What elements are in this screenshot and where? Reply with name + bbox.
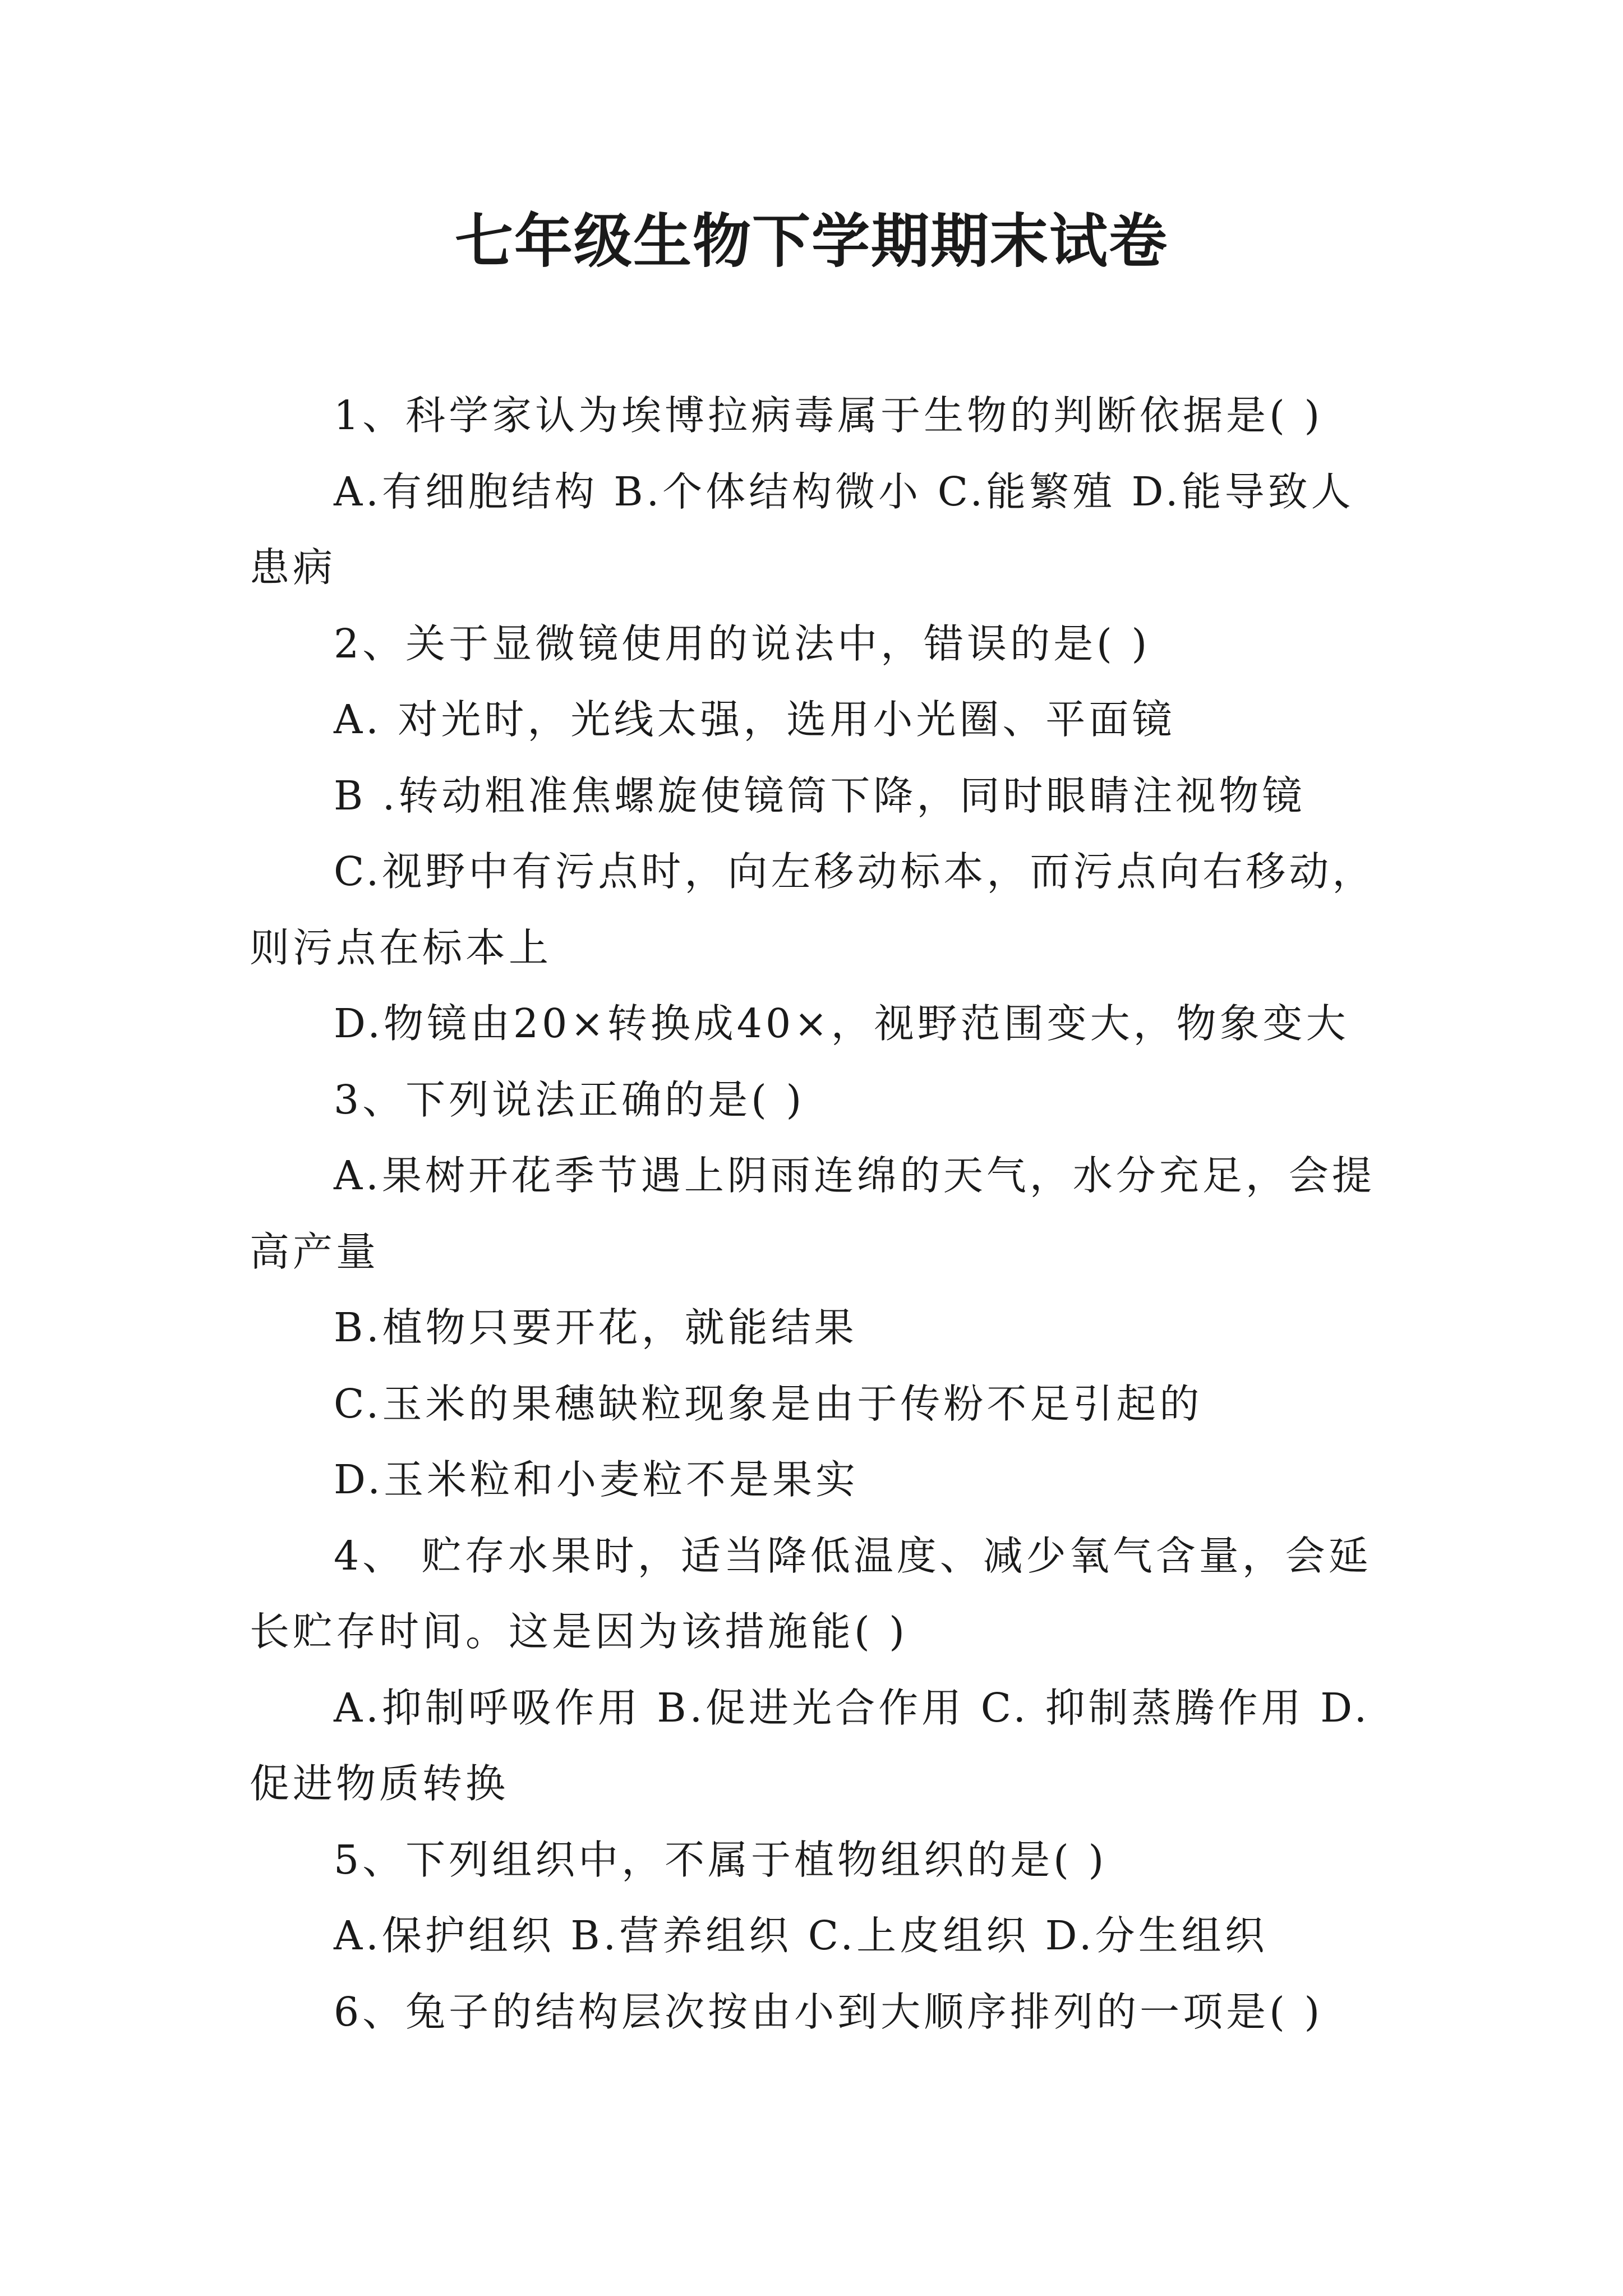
question-1-options-cont: 患病 bbox=[250, 544, 336, 591]
question-4-stem: 4、 贮存水果时，适当降低温度、减少氧气含量，会延 bbox=[334, 1532, 1372, 1579]
question-2-option-a: A. 对光时，光线太强，选用小光圈、平面镜 bbox=[334, 696, 1175, 743]
question-3-option-c: C.玉米的果穗缺粒现象是由于传粉不足引起的 bbox=[334, 1380, 1203, 1427]
question-3-option-d: D.玉米粒和小麦粒不是果实 bbox=[334, 1456, 859, 1503]
question-2-stem: 2、关于显微镜使用的说法中，错误的是( ) bbox=[334, 620, 1151, 667]
question-4-options: A.抑制呼吸作用 B.促进光合作用 C. 抑制蒸腾作用 D. bbox=[334, 1684, 1371, 1731]
question-3-option-a-cont: 高产量 bbox=[250, 1228, 380, 1275]
question-body bbox=[250, 378, 1382, 2050]
question-3-stem: 3、下列说法正确的是( ) bbox=[334, 1076, 805, 1123]
page-title: 七年级生物下学期期末试卷 bbox=[454, 206, 1168, 275]
question-2-option-c-cont: 则污点在标本上 bbox=[250, 924, 552, 971]
question-1-stem: 1、科学家认为埃博拉病毒属于生物的判断依据是( ) bbox=[334, 392, 1324, 439]
question-2-option-c: C.视野中有污点时，向左移动标本，而污点向右移动， bbox=[334, 848, 1376, 895]
question-4-stem-cont: 长贮存时间。这是因为该措施能( ) bbox=[250, 1608, 908, 1655]
question-5-stem: 5、下列组织中，不属于植物组织的是( ) bbox=[334, 1836, 1108, 1883]
question-6-stem: 6、兔子的结构层次按由小到大顺序排列的一项是( ) bbox=[334, 1988, 1324, 2035]
question-1-options: A.有细胞结构 B.个体结构微小 C.能繁殖 D.能导致人 bbox=[334, 468, 1354, 515]
question-3-option-b: B.植物只要开花，就能结果 bbox=[334, 1304, 857, 1351]
question-4-options-cont: 促进物质转换 bbox=[250, 1760, 509, 1807]
question-2-option-d: D.物镜由20×转换成40×，视野范围变大，物象变大 bbox=[334, 1000, 1349, 1047]
question-5-options: A.保护组织 B.营养组织 C.上皮组织 D.分生组织 bbox=[334, 1912, 1268, 1959]
question-2-option-b: B .转动粗准焦螺旋使镜筒下降，同时眼睛注视物镜 bbox=[334, 772, 1306, 819]
question-3-option-a: A.果树开花季节遇上阴雨连绵的天气，水分充足，会提 bbox=[334, 1152, 1375, 1199]
